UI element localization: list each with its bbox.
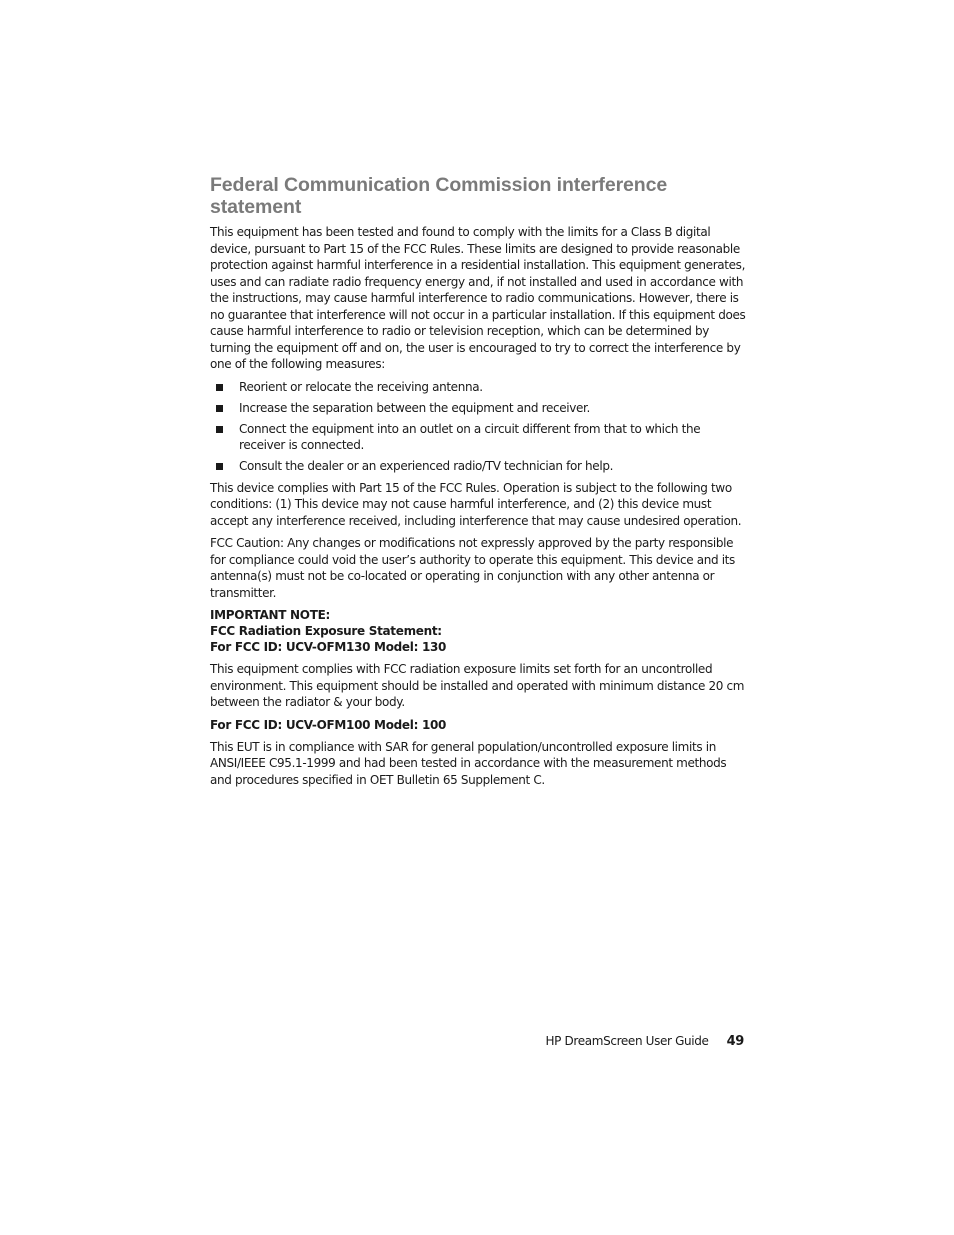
guide-title: HP DreamScreen User Guide: [545, 1034, 709, 1048]
intro-paragraph: This equipment has been tested and found to comply with the limits for a Class B digital device, pursuant to Part 15 of the FCC Rules. These limits are designed to provide reasonable protection against harmful interference in a residential installation. This equipment generates, uses and can radiate radio frequency energy and, if not installed and used in accordance with the instructions, may cause harmful interference to radio communications. However, there is no guarantee that interference will not occur in a particular installation. If this equipment does cause harmful interference to radio or television reception, which can be determined by turning the equipment off and on, the user is encouraged to try to correct the interference by one of the following measures:: [210, 225, 746, 371]
ofm100-block: [210, 717, 746, 733]
ofm130-paragraph: This equipment complies with FCC radiation exposure limits set forth for an uncontrolled environment. This equipment should be installed and operated with minimum distance 20 cm between the radiator & your body.: [210, 662, 745, 709]
list-item: [210, 421, 746, 454]
list-item: [210, 400, 746, 417]
page-title-line-2: statement: [210, 196, 302, 218]
important-note: [210, 607, 746, 655]
measures-list: [210, 379, 746, 475]
list-item-text: Reorient or relocate the receiving antenna.: [239, 379, 483, 394]
ofm100-heading: For FCC ID: UCV-OFM100 Model: 100: [210, 717, 447, 732]
square-bullet-icon: [216, 463, 223, 470]
ofm130-heading: For FCC ID: UCV-OFM130 Model: 130: [210, 640, 447, 654]
page-title-line-1: Federal Communication Commission interference: [210, 174, 668, 196]
page-title: [210, 174, 746, 218]
square-bullet-icon: [216, 426, 223, 433]
important-note-label: IMPORTANT NOTE:: [210, 608, 330, 622]
square-bullet-icon: [216, 384, 223, 391]
caution-paragraph: FCC Caution: Any changes or modifications not expressly approved by the party responsible for compliance could void the user’s authority to operate this equipment. This device and its antenna(s) must not be co-located or operating in conjunction with any other antenna or transmitter.: [210, 536, 735, 600]
list-item: [210, 379, 746, 396]
compliance-paragraph: This device complies with Part 15 of the FCC Rules. Operation is subject to the following two conditions: (1) This device may not cause harmful interference, and (2) this device must accept any interference received, including interference that may cause undesired operation.: [210, 480, 742, 528]
ofm100-paragraph: This EUT is in compliance with SAR for general population/uncontrolled exposure limits in ANSI/IEEE C95.1-1999 and had been tested in accordance with the measurement methods and procedures specified in OET Bulletin 65 Supplement C.: [210, 739, 727, 787]
page-footer: [545, 1034, 744, 1049]
square-bullet-icon: [216, 405, 223, 412]
page-content: [210, 174, 746, 794]
list-item-text: Increase the separation between the equipment and receiver.: [239, 400, 591, 415]
list-item-text: Connect the equipment into an outlet on a circuit different from that to which the receiver is connected.: [239, 421, 701, 452]
list-item-text: Consult the dealer or an experienced radio/TV technician for help.: [239, 459, 614, 473]
page-number: 49: [726, 1034, 744, 1049]
radiation-exposure-heading: FCC Radiation Exposure Statement:: [210, 624, 442, 638]
list-item: [210, 458, 746, 475]
